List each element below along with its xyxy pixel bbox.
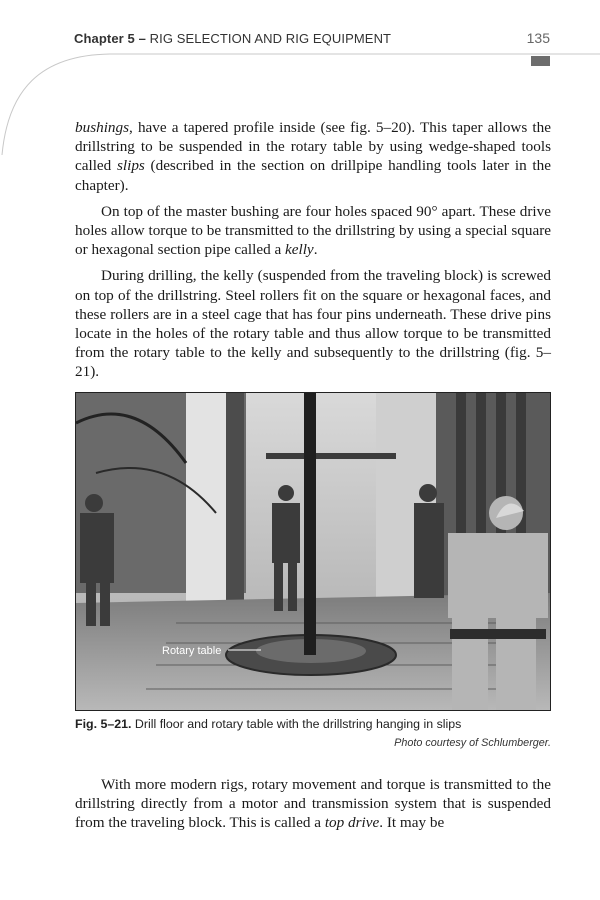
paragraph-4-text-b: . It may be [379,814,445,832]
drill-floor-photo [76,393,551,711]
figure-caption [75,717,551,731]
chapter-title [74,31,391,46]
figure-caption-text: Drill floor and rotary table with the drillstring hanging in slips [131,717,462,731]
chapter-prefix: Chapter 5 – [74,31,150,46]
tab-marker [531,56,550,66]
paragraph-1-text-b: (described in the section on drillpipe handling tools later in the chapter). [75,157,551,194]
running-header [74,30,550,46]
body-text-lower [75,775,551,833]
page-number: 135 [526,30,550,46]
term-bushings: bushings [75,119,130,136]
paragraph-4-text-a: With more modern rigs, rotary movement and torque is transmitted to the drillstring directly from a motor and transmission system that is suspended from the traveling block. This is called a [75,776,551,832]
photo-label-rotary-table: Rotary table [162,645,222,657]
photo-credit: Photo courtesy of Schlumberger. [394,737,551,749]
term-slips: slips [116,157,145,175]
term-top-drive: top drive [324,814,380,832]
body-text-upper [75,118,551,382]
term-kelly: kelly [285,241,314,259]
figure-photo [75,392,551,711]
paragraph-3: During drilling, the kelly (suspended from the traveling block) is screwed on top of the drillstring. Steel rollers fit on the square or hexagonal faces, and these rollers are in a steel cage that has four pins underneath. These drive pins locate in the holes of the rotary table and thus allow torque to be transmitted from the rotary table to the kelly and subsequently to the drillstring (fig. 5–21). [75,267,551,381]
paragraph-4 [75,775,551,833]
figure-number: Fig. 5–21. [75,717,132,731]
paragraph-1-text-a: , have a tapered profile inside (see fig. 5–20). This taper allows the drillstring to be suspended in the rotary table by using wedge-shaped tools called [75,119,551,175]
chapter-name: RIG SELECTION AND RIG EQUIPMENT [149,31,392,46]
paragraph-2-text-a: On top of the master bushing are four holes spaced 90° apart. These drive holes allow torque to be transmitted to the drillstring by using a special square or hexagonal section pipe called a [75,202,551,259]
paragraph-2 [75,202,551,260]
paragraph-2-text-b: . [313,241,318,259]
paragraph-1 [75,118,551,195]
